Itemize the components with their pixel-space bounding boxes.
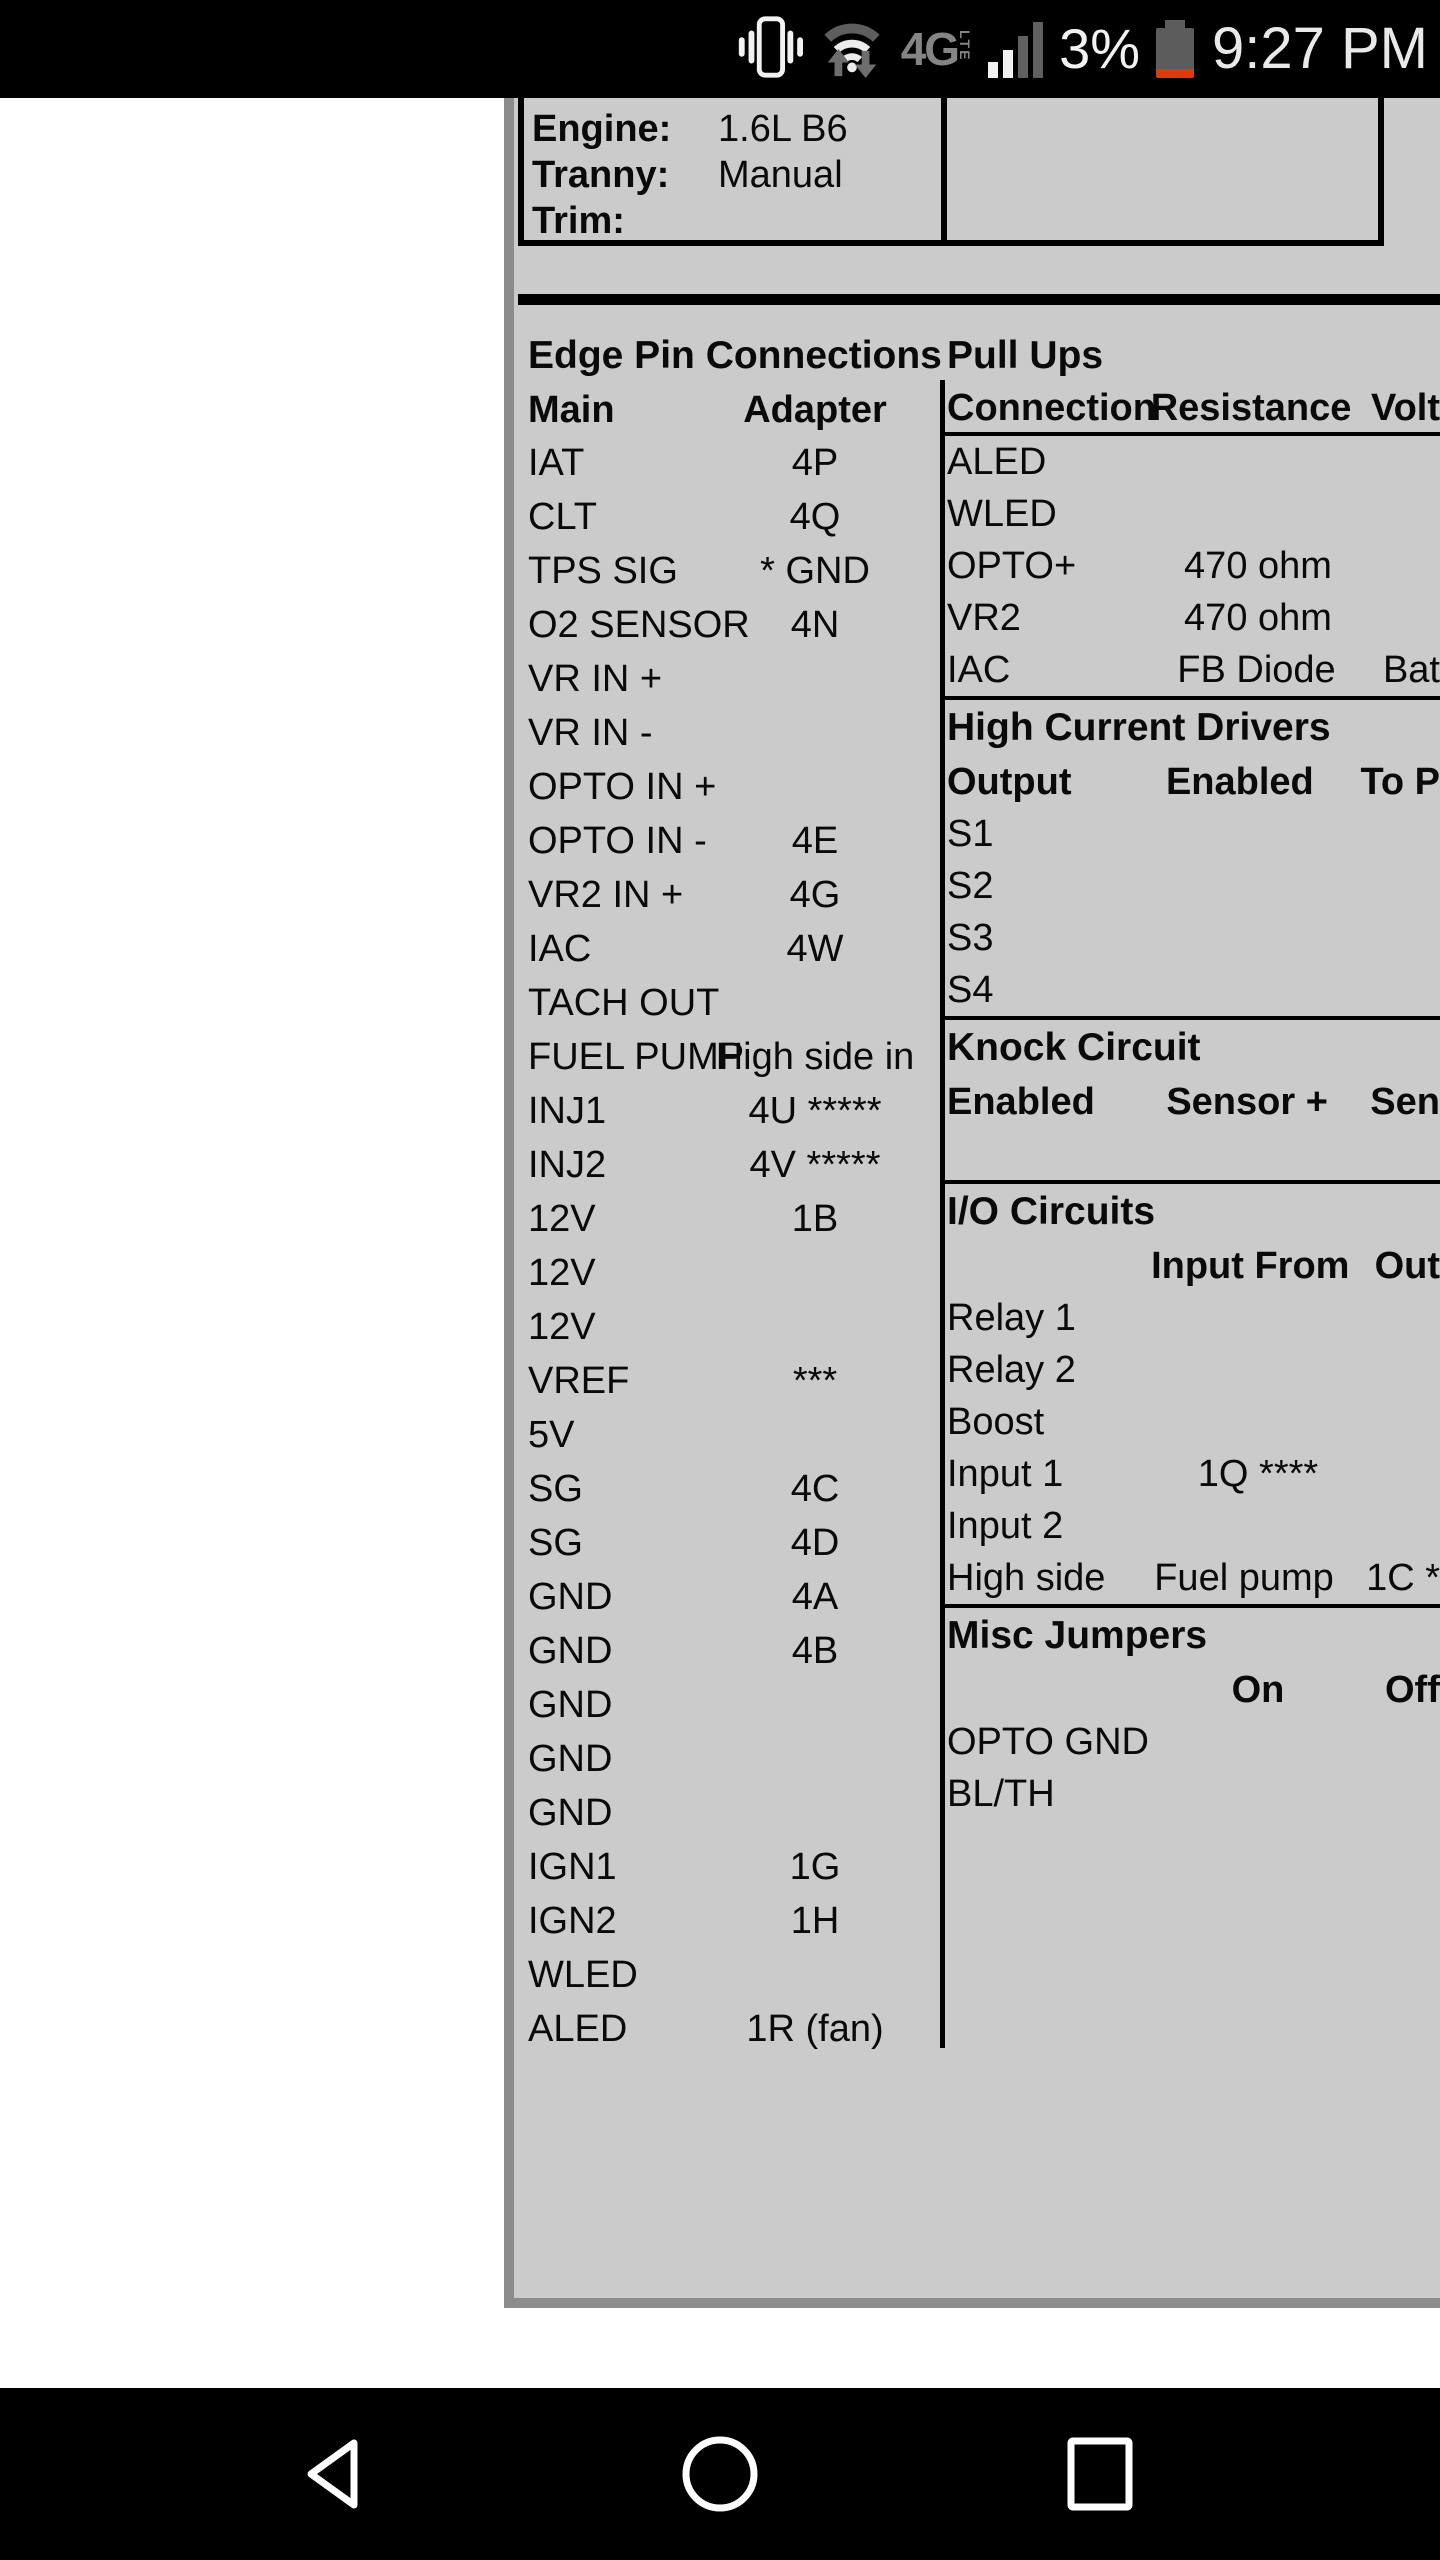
info-row	[532, 198, 1378, 244]
recents-square-icon	[1058, 2432, 1142, 2516]
header-cell: On	[1231, 1668, 1285, 1711]
header-cell: Input From	[1151, 1244, 1350, 1287]
adapter-cell: High side in	[715, 1035, 915, 1078]
table-cell: Fuel pump	[1154, 1556, 1334, 1599]
table-row	[528, 1246, 932, 1300]
table-row	[528, 436, 932, 490]
table-row	[943, 488, 1440, 540]
pin-name-cell: VR2 IN +	[528, 873, 684, 916]
pin-name-cell: VR IN -	[528, 711, 653, 754]
table-row	[943, 1716, 1440, 1768]
adapter-cell: 4B	[791, 1629, 839, 1672]
table-cell: 470 ohm	[1184, 544, 1332, 587]
adapter-cell: ***	[792, 1359, 838, 1402]
4g-label: 4G	[900, 23, 959, 75]
section-title: Knock Circuit	[947, 1026, 1201, 1069]
table-header-row	[943, 1240, 1440, 1292]
right-column-sections	[943, 328, 1440, 1820]
table-row	[943, 1344, 1440, 1396]
section-title: High Current Drivers	[947, 706, 1331, 749]
header-cell: Sensor +	[1166, 1080, 1328, 1123]
table-row	[528, 760, 932, 814]
navigation-bar	[0, 2388, 1440, 2560]
pin-name-cell: ALED	[528, 2007, 628, 2050]
pin-name-cell: OPTO IN +	[528, 765, 717, 808]
header-cell: Resistance	[1150, 386, 1352, 429]
table-cell: High side	[947, 1556, 1106, 1599]
table-header-row	[528, 384, 932, 436]
pin-name-cell: VREF	[528, 1359, 630, 1402]
back-triangle-icon	[298, 2432, 382, 2516]
table-row	[528, 1084, 932, 1138]
table-cell: S3	[947, 916, 994, 959]
vehicle-info-box	[518, 98, 1384, 246]
table-row	[528, 598, 932, 652]
table-header-row	[943, 384, 1440, 436]
pin-name-cell: IAT	[528, 441, 585, 484]
table-row	[528, 1894, 932, 1948]
table-row	[528, 490, 932, 544]
pin-name-cell: 5V	[528, 1413, 575, 1456]
vibrate-icon	[733, 12, 803, 87]
table-header-row	[943, 1664, 1440, 1716]
info-row	[532, 106, 1378, 152]
document-page[interactable]	[504, 98, 1440, 2308]
table-row	[528, 652, 932, 706]
table-cell: S4	[947, 968, 994, 1011]
table-row	[943, 964, 1440, 1016]
adapter-cell: 4A	[791, 1575, 839, 1618]
table-row	[528, 1300, 932, 1354]
pin-name-cell: GND	[528, 1737, 613, 1780]
clock: 9:27 PM	[1212, 16, 1428, 81]
adapter-cell: 1B	[791, 1197, 839, 1240]
info-label: Engine:	[532, 107, 672, 150]
pin-name-cell: VR IN +	[528, 657, 663, 700]
table-row	[943, 540, 1440, 592]
adapter-cell: 1R (fan)	[746, 2007, 884, 2050]
adapter-cell: 4D	[790, 1521, 840, 1564]
back-button[interactable]	[298, 2432, 382, 2516]
table-cell: 1Q ****	[1197, 1452, 1319, 1495]
pin-name-cell: INJ1	[528, 1089, 607, 1132]
adapter-cell: 4C	[790, 1467, 840, 1510]
table-cell: FB Diode	[1177, 648, 1336, 691]
table-section	[943, 1184, 1440, 1608]
table-row	[943, 644, 1440, 696]
vehicle-info-rows	[524, 98, 1378, 244]
table-cell: S2	[947, 864, 994, 907]
table-cell: VR2	[947, 596, 1021, 639]
table-row	[528, 922, 932, 976]
table-cell: Input 2	[947, 1504, 1064, 1547]
table-cell: BL/TH	[947, 1772, 1055, 1815]
table-row	[528, 544, 932, 598]
table-row	[528, 1840, 932, 1894]
pin-name-cell: TACH OUT	[528, 981, 720, 1024]
pin-name-cell: SG	[528, 1467, 583, 1510]
pin-name-cell: O2 SENSOR	[528, 603, 750, 646]
table-row	[943, 808, 1440, 860]
header-cell: Enabled	[947, 1080, 1095, 1123]
table-cell: IAC	[947, 648, 1011, 691]
pin-name-cell: FUEL PUMP	[528, 1035, 745, 1078]
table-cell: 1C *	[1366, 1556, 1440, 1599]
table-row	[528, 868, 932, 922]
pin-name-cell: CLT	[528, 495, 597, 538]
table-cell: Boost	[947, 1400, 1045, 1443]
table-row	[528, 1138, 932, 1192]
table-header-row	[943, 756, 1440, 808]
header-cell: To P	[1360, 760, 1440, 803]
table-cell: WLED	[947, 492, 1057, 535]
lte-label: LTE	[957, 30, 974, 62]
table-row	[943, 1768, 1440, 1820]
table-cell: ALED	[947, 440, 1047, 483]
edge-pin-connections-table	[528, 328, 942, 2056]
info-box-divider	[941, 98, 947, 240]
header-cell: Volt	[1371, 386, 1440, 429]
status-bar	[0, 0, 1440, 98]
table-row	[528, 1354, 932, 1408]
pin-name-cell: GND	[528, 1629, 613, 1672]
info-label: Tranny:	[532, 153, 670, 196]
table-row	[528, 1624, 932, 1678]
table-cell: OPTO+	[947, 544, 1077, 587]
recents-button[interactable]	[1058, 2432, 1142, 2516]
pin-name-cell: GND	[528, 1683, 613, 1726]
home-button[interactable]	[678, 2432, 762, 2516]
table-section	[943, 328, 1440, 700]
viewer-background	[0, 98, 1440, 2388]
adapter-cell: 4N	[790, 603, 840, 646]
table-row	[528, 976, 932, 1030]
pin-name-cell: TPS SIG	[528, 549, 678, 592]
header-cell: Main	[528, 388, 615, 431]
table-row	[528, 1786, 932, 1840]
table-row	[528, 706, 932, 760]
4g-lte-icon	[900, 23, 974, 75]
info-row	[532, 152, 1378, 198]
header-cell: Off	[1385, 1668, 1440, 1711]
adapter-cell: 4Q	[789, 495, 841, 538]
table-row	[528, 1030, 932, 1084]
adapter-cell: 4E	[791, 819, 839, 862]
pin-name-cell: GND	[528, 1791, 613, 1834]
battery-low-icon	[1156, 20, 1194, 78]
table-row	[943, 1292, 1440, 1344]
adapter-cell: 1H	[790, 1899, 840, 1942]
battery-percent: 3%	[1059, 17, 1140, 80]
table-cell: Relay 1	[947, 1296, 1076, 1339]
pin-name-cell: IGN2	[528, 1899, 617, 1942]
table-cell: Bat	[1382, 648, 1440, 691]
adapter-cell: 4U *****	[748, 1089, 882, 1132]
adapter-cell: 4G	[789, 873, 841, 916]
header-cell: Adapter	[743, 388, 887, 431]
table-cell: OPTO GND	[947, 1720, 1149, 1763]
section-title: Pull Ups	[947, 334, 1104, 377]
header-cell: Output	[947, 760, 1072, 803]
adapter-cell: * GND	[760, 549, 870, 592]
table-row	[943, 436, 1440, 488]
pin-name-cell: GND	[528, 1575, 613, 1618]
table-row	[528, 2002, 932, 2056]
adapter-cell: 4W	[786, 927, 844, 970]
header-cell: Enabled	[1165, 760, 1314, 803]
header-cell: Sen	[1370, 1080, 1440, 1123]
thick-separator-line	[518, 294, 1440, 305]
table-row	[528, 1462, 932, 1516]
info-value: Manual	[718, 153, 843, 196]
table-row	[528, 1516, 932, 1570]
pin-name-cell: SG	[528, 1521, 583, 1564]
table-row	[943, 1552, 1440, 1604]
info-label: Trim:	[532, 199, 625, 242]
pin-name-cell: IGN1	[528, 1845, 617, 1888]
pin-name-cell: 12V	[528, 1305, 596, 1348]
table-row	[943, 1128, 1440, 1180]
table-row	[943, 1448, 1440, 1500]
table-header-row	[943, 1076, 1440, 1128]
table-section	[943, 1020, 1440, 1184]
home-circle-icon	[678, 2432, 762, 2516]
adapter-cell: 4V *****	[749, 1143, 881, 1186]
pin-name-cell: WLED	[528, 1953, 638, 1996]
table-cell: Input 1	[947, 1452, 1064, 1495]
section-title: I/O Circuits	[947, 1190, 1156, 1233]
table-section	[943, 700, 1440, 1020]
wifi-traffic-icon	[819, 14, 885, 85]
info-value: 1.6L B6	[718, 107, 848, 150]
table-row	[943, 860, 1440, 912]
table-row	[943, 1500, 1440, 1552]
adapter-cell: 4P	[791, 441, 839, 484]
table-row	[528, 1678, 932, 1732]
table-row	[528, 1192, 932, 1246]
table-row	[528, 1570, 932, 1624]
table-row	[528, 1732, 932, 1786]
pin-name-cell: 12V	[528, 1197, 596, 1240]
table-section	[943, 1608, 1440, 1820]
section-title: Misc Jumpers	[947, 1614, 1208, 1657]
table-cell: 470 ohm	[1184, 596, 1332, 639]
header-cell: Connection	[947, 386, 1156, 429]
table-cell: S1	[947, 812, 994, 855]
pin-name-cell: IAC	[528, 927, 592, 970]
pin-name-cell: OPTO IN -	[528, 819, 707, 862]
table-row	[528, 1948, 932, 2002]
pin-name-cell: 12V	[528, 1251, 596, 1294]
table-row	[943, 912, 1440, 964]
adapter-cell: 1G	[789, 1845, 841, 1888]
header-cell: Out	[1374, 1244, 1440, 1287]
pin-name-cell: INJ2	[528, 1143, 607, 1186]
signal-strength-icon	[988, 20, 1043, 78]
table-row	[943, 1396, 1440, 1448]
section-title: Edge Pin Connections	[528, 334, 942, 377]
table-row	[528, 1408, 932, 1462]
table-cell: Relay 2	[947, 1348, 1076, 1391]
table-row	[528, 814, 932, 868]
table-row	[943, 592, 1440, 644]
